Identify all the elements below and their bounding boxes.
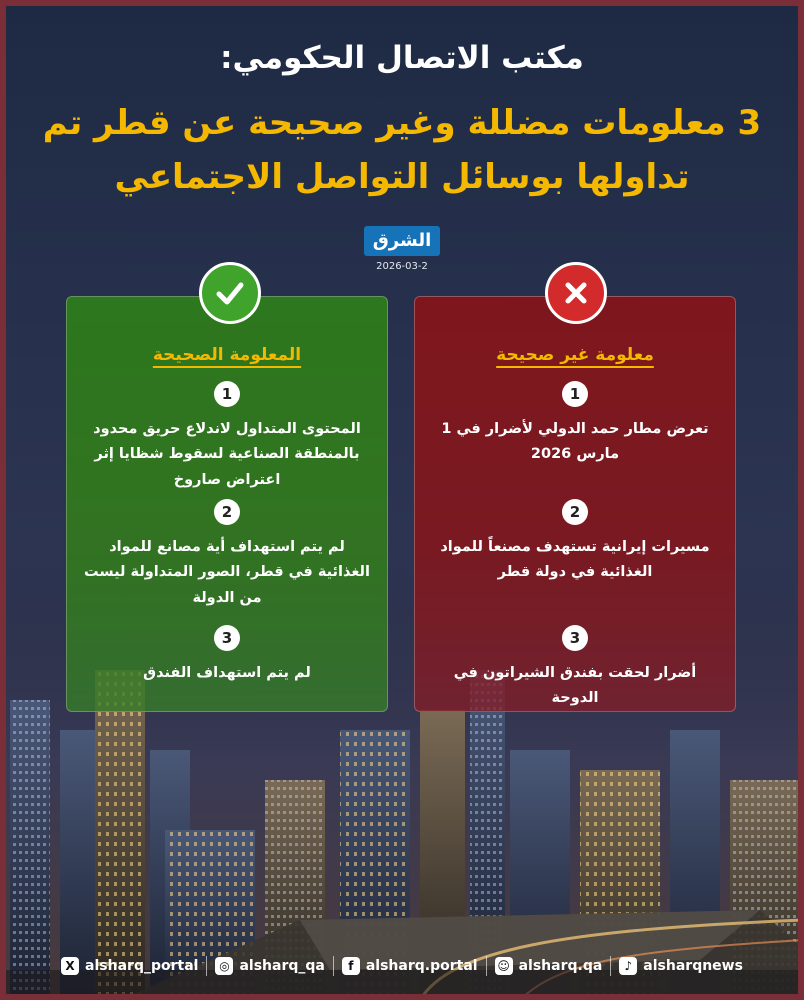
x-social-link[interactable] [53, 957, 206, 975]
correct-info-heading [67, 345, 387, 365]
correct-info-heading-text: المعلومة الصحيحة [152, 345, 302, 365]
item-number: 2 [562, 499, 588, 525]
instagram-handle: alsharq_qa [239, 958, 325, 974]
correct-info-item-3 [81, 625, 373, 686]
item-text: لم يتم استهداف الفندق [143, 665, 311, 681]
correct-info-item-2 [81, 499, 373, 611]
correct-info-panel [66, 296, 388, 712]
subtitle-line-1: 3 معلومات مضللة وغير صحيحة عن قطر تم [42, 103, 762, 143]
item-number: 1 [214, 381, 240, 407]
item-text: تعرض مطار حمد الدولي لأضرار في 1 مارس 2026 [441, 421, 709, 463]
item-text: مسيرات إيرانية تستهدف مصنعاً للمواد الغذائية في دولة قطر [440, 539, 710, 581]
x-icon [545, 262, 607, 324]
page-subtitle [0, 96, 804, 205]
false-info-panel [414, 296, 736, 712]
snapchat-handle: alsharq.qa [518, 958, 603, 974]
facebook-icon: f [342, 957, 360, 975]
page-title: مكتب الاتصال الحكومي: [220, 40, 584, 76]
facebook-social-link[interactable] [334, 957, 486, 975]
instagram-icon: ◎ [215, 957, 233, 975]
item-number: 1 [562, 381, 588, 407]
item-number: 3 [214, 625, 240, 651]
tiktok-handle: alsharqnews [643, 958, 743, 974]
social-footer [0, 946, 804, 986]
snapchat-icon: ☺ [495, 957, 513, 975]
instagram-social-link[interactable] [207, 957, 332, 975]
item-text: لم يتم استهداف أية مصانع للمواد الغذائية في قطر، الصور المتداولة ليست من الدولة [84, 539, 370, 606]
facebook-handle: alsharq.portal [365, 958, 478, 974]
check-icon [199, 262, 261, 324]
x-handle: alsharq_portal [85, 958, 199, 974]
false-info-item-1 [429, 381, 721, 468]
item-text: المحتوى المتداول لاندلاع حريق محدود بالمنطقة الصناعية لسقوط شظايا إثر اعتراض صاروخ [93, 421, 361, 488]
false-info-heading [415, 345, 735, 365]
alsharq-logo: الشرق [364, 226, 440, 256]
x-icon: X [61, 957, 79, 975]
tiktok-social-link[interactable] [611, 957, 751, 975]
publish-date: 2026-03-2 [376, 261, 428, 272]
subtitle-line-2: تداولها بوسائل التواصل الاجتماعي [114, 157, 690, 198]
false-info-item-3 [429, 625, 721, 712]
false-info-heading-text: معلومة غير صحيحة [496, 345, 654, 365]
correct-info-item-1 [81, 381, 373, 493]
item-text: أضرار لحقت بفندق الشيراتون في الدوحة [453, 665, 697, 707]
false-info-item-2 [429, 499, 721, 586]
item-number: 3 [562, 625, 588, 651]
item-number: 2 [214, 499, 240, 525]
snapchat-social-link[interactable] [487, 957, 611, 975]
tiktok-icon: ♪ [619, 957, 637, 975]
